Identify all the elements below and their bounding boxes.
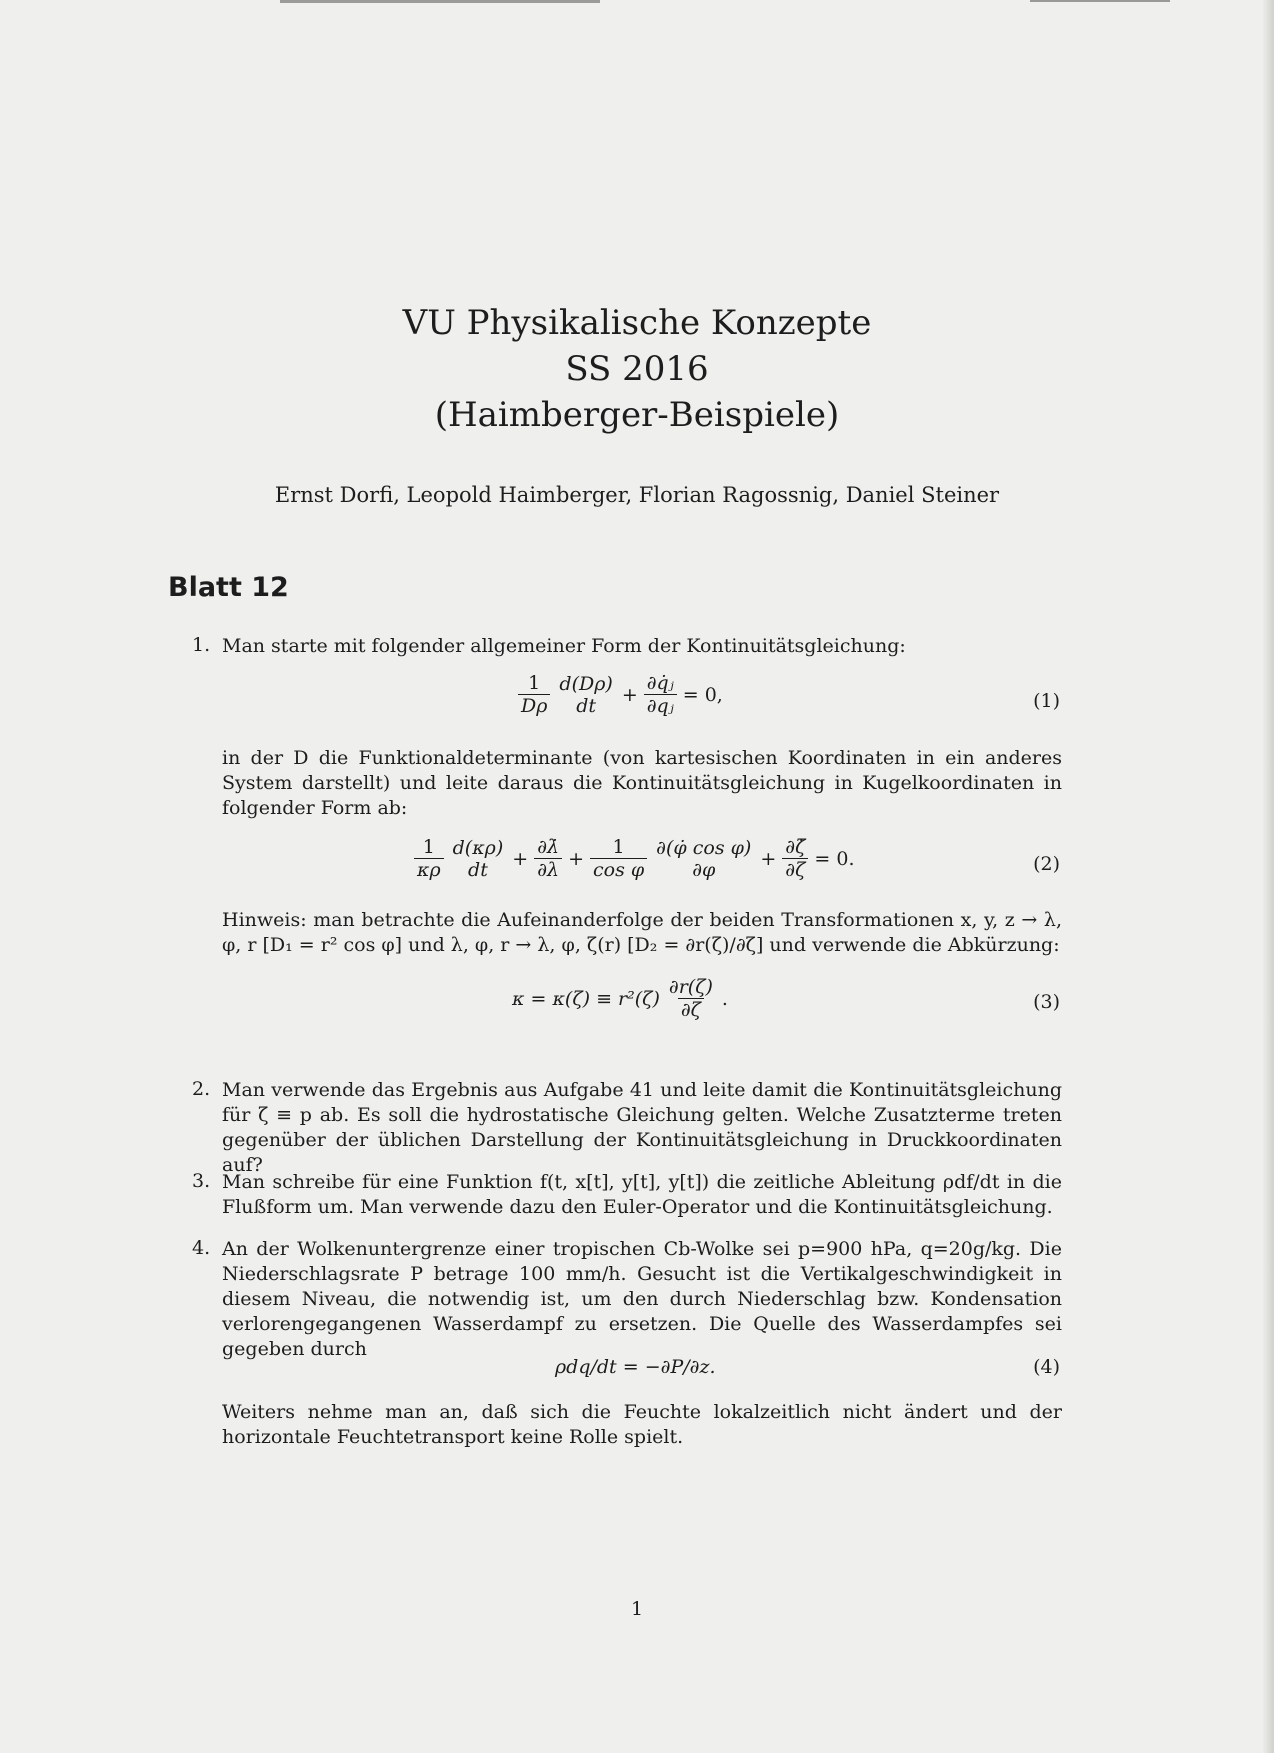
equation-1: $\frac{1}{D\rho}$ d(Dρ) dt + $\frac{\text{∂q̇ⱼ}}{\text{∂qⱼ}}$ = 0, <box>518 672 723 717</box>
authors: Ernst Dorfi, Leopold Haimberger, Florian Ragossnig, Daniel Steiner <box>274 483 1000 507</box>
equation-4-label: (4) <box>1033 1356 1060 1378</box>
problem-2-text: Man verwende das Ergebnis aus Aufgabe 41 und leite damit die Kontinuitätsgleichung für ζ ≡ p ab. Es soll die hydrostatische Gleichung gelten. Welche Zusatzterme treten gegenüber der üblichen Darstellung der Kontinuitätsgleichung in Druckkoordinaten auf? <box>222 1079 1062 1176</box>
problem-3-number: 3. <box>192 1170 211 1192</box>
title-line-2: SS 2016 <box>565 349 709 389</box>
page-number: 1 <box>630 1598 644 1620</box>
scan-edge-mark <box>280 0 600 3</box>
title-line-1: VU Physikalische Konzepte <box>402 303 872 343</box>
equation-2: $\frac{1}{\kappa\rho}$ d(κρ) dt + $\frac{\partial\lambdȧ}{\partial\lambda}$ + $\frac{1}{\text{cos φ}}$ ∂(φ̇ cos φ) ∂φ + $\frac{\partial\zetȧ}{\partial\zeta}$ = 0. <box>414 836 854 881</box>
scan-edge-mark <box>1030 0 1170 2</box>
problem-2-number: 2. <box>192 1078 211 1100</box>
section-heading: Blatt 12 <box>168 572 289 603</box>
problem-1-hint: Hinweis: man betrachte die Aufeinanderfolge der beiden Transformationen x, y, z → λ, φ, r [D₁ = r² cos φ] und λ, φ, r → λ, φ, ζ(r) [D₂ = ∂r(ζ)/∂ζ] und verwende die Abkürzung: <box>222 909 1062 956</box>
problem-4-after: Weiters nehme man an, daß sich die Feuchte lokalzeitlich nicht ändert und der horizontale Feuchtetransport keine Rolle spielt. <box>222 1401 1062 1448</box>
scan-edge-shadow <box>1262 0 1274 1753</box>
problem-1-middle: in der D die Funktionaldeterminante (von kartesischen Koordinaten in ein anderes System darstellt) und leite daraus die Kontinuitätsgleichung in Kugelkoordinaten in folgender Form ab: <box>222 747 1062 819</box>
problem-4-number: 4. <box>192 1237 211 1259</box>
problem-1-intro: Man starte mit folgender allgemeiner Form der Kontinuitätsgleichung: <box>222 635 906 657</box>
equation-1-label: (1) <box>1033 690 1060 712</box>
equation-3: κ = κ(ζ) ≡ r²(ζ) $\frac{\partial r(\zeta)}{\partial\zeta}$ . <box>512 976 728 1021</box>
document-title <box>0 300 1274 438</box>
problem-3-text: Man schreibe für eine Funktion f(t, x[t], y[t], y[t]) die zeitliche Ableitung ρdf/dt in die Flußform um. Man verwende dazu den Euler-Operator und die Kontinuitätsgleichung. <box>222 1171 1062 1218</box>
equation-3-label: (3) <box>1033 991 1060 1013</box>
problem-4-text: An der Wolkenuntergrenze einer tropischen Cb-Wolke sei p=900 hPa, q=20g/kg. Die Niederschlagsrate P betrage 100 mm/h. Gesucht ist die Vertikalgeschwindigkeit in diesem Niveau, die notwendig ist, um den durch Niederschlag bzw. Kondensation verlorengegangenen Wasserdampf zu ersetzen. Die Quelle des Wasserdampfes sei gegeben durch <box>222 1238 1062 1360</box>
equation-2-label: (2) <box>1033 853 1060 875</box>
title-line-3: (Haimberger-Beispiele) <box>434 395 840 435</box>
problem-1-number: 1. <box>192 634 211 656</box>
equation-4: ρdq/dt = −∂P/∂z. <box>555 1356 716 1378</box>
